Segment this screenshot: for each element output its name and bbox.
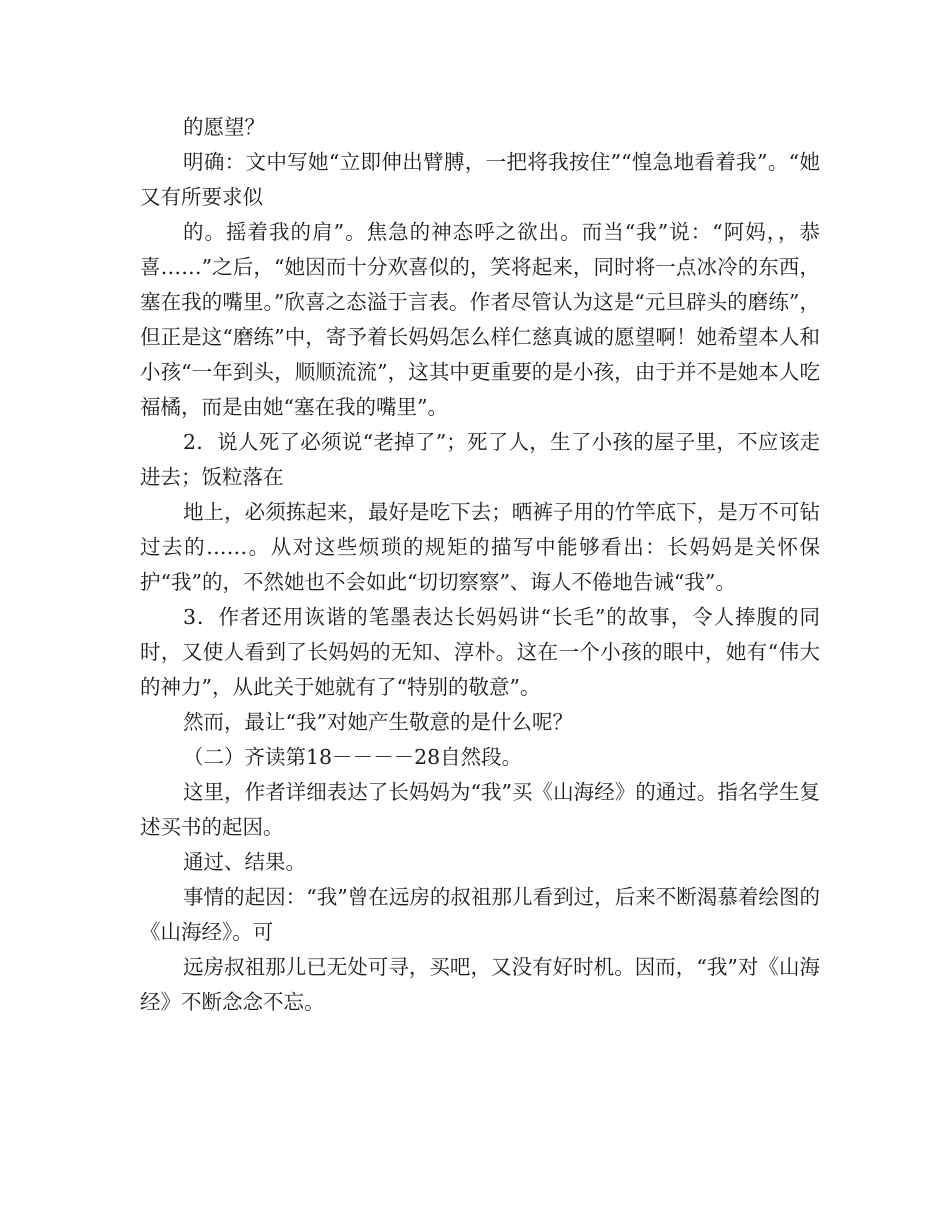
paragraph-process-result: 通过、结果。: [183, 850, 306, 874]
paragraph-question: 然而，最让“我”对她产生敬意的是什么呢？: [183, 710, 573, 734]
paragraph-section-2: （二）齐读第18－－－－28自然段。: [183, 745, 523, 769]
document-page: [140, 110, 820, 1020]
paragraph-item-2: 2．说人死了必须说“老掉了”；死了人，生了小孩的屋子里，不应该走进去；饭粒落在: [140, 430, 820, 489]
paragraph-rules: 地上，必须拣起来，最好是吃下去；晒裤子用的竹竿底下，是万不可钻过去的……。从对这些烦琐的规矩的描写中能够看出：长妈妈是关怀保护“我”的，不然她也不会如此“切切察察”、诲人不倦地告诫“我”。: [140, 500, 820, 594]
paragraph-cause-continued: 远房叔祖那儿已无处可寻，买吧，又没有好时机。因而，“我”对《山海经》不断念念不忘。: [140, 955, 820, 1014]
paragraph-explanation: 明确：文中写她“立即伸出臂膊，一把将我按住”“惶急地看着我”。“她又有所要求似: [140, 150, 820, 209]
paragraph-cause: 事情的起因：“我”曾在远房的叔祖那儿看到过，后来不断渴慕着绘图的《山海经》。可: [140, 885, 820, 944]
paragraph-buy-book: 这里，作者详细表达了长妈妈为“我”买《山海经》的通过。指名学生复述买书的起因。: [140, 780, 820, 839]
paragraph-item-3: 3．作者还用诙谐的笔墨表达长妈妈讲“长毛”的故事，令人捧腹的同时，又使人看到了长妈妈的无知、淳朴。这在一个小孩的眼中，她有“伟大的神力”，从此关于她就有了“特别的敬意”。: [140, 605, 820, 699]
paragraph-wish: 的愿望？: [183, 115, 265, 139]
paragraph-shake-shoulder: 的。摇着我的肩”。焦急的神态呼之欲出。而当“我”说：“阿妈，，恭喜……”之后，“她因而十分欢喜似的，笑将起来，同时将一点冰冷的东西，塞在我的嘴里。”欣喜之态溢于言表。作者尽管认为这是“元旦辟头的磨练”，但正是这“磨练”中，寄予着长妈妈怎么样仁慈真诚的愿望啊！她希望本人和小孩“一年到头，顺顺流流”，这其中更重要的是小孩，由于并不是她本人吃福橘，而是由她“塞在我的嘴里”。: [140, 220, 820, 419]
